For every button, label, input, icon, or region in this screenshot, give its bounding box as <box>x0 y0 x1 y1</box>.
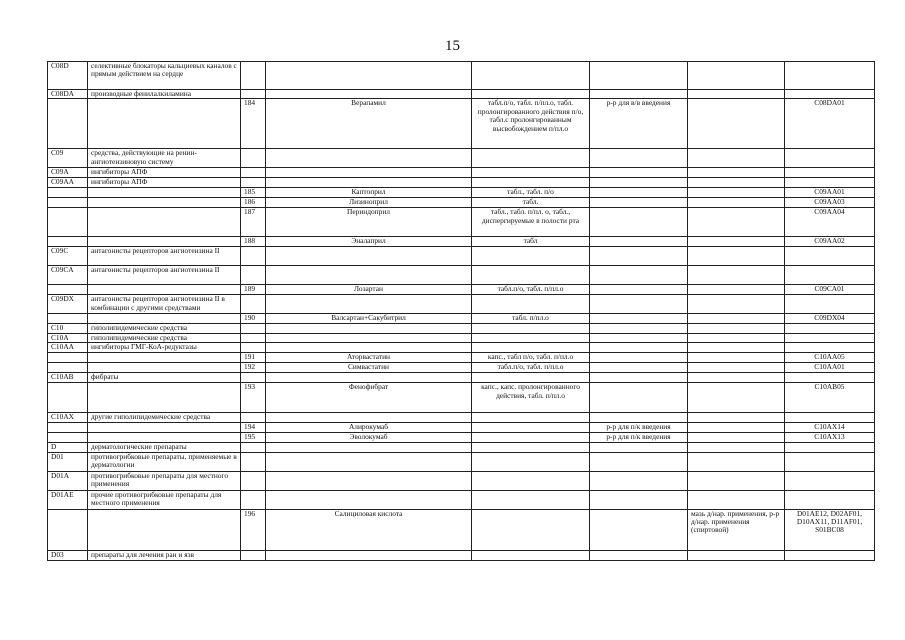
topical-form-cell <box>688 490 785 509</box>
drug-name-cell: Лизиноприл <box>266 198 472 208</box>
row-number-cell <box>241 266 266 285</box>
dosage-form-cell <box>472 295 590 314</box>
dosage-form-cell <box>472 443 590 452</box>
row-number-cell <box>241 471 266 490</box>
injection-form-cell <box>590 295 688 314</box>
table-row <box>48 452 875 471</box>
atc-group-name-cell <box>88 198 241 208</box>
atc-group-code-cell <box>48 285 88 295</box>
atc-group-code-cell: C10A <box>48 333 88 342</box>
atc-code-cell <box>785 413 875 423</box>
table-row <box>48 149 875 168</box>
table-row <box>48 99 875 149</box>
atc-code-cell: C10AX14 <box>785 423 875 433</box>
atc-group-code-cell: C09CA <box>48 266 88 285</box>
row-number-cell: 188 <box>241 237 266 247</box>
atc-group-code-cell <box>48 208 88 237</box>
dosage-form-cell: табл.п/о, табл. п/пл.о <box>472 285 590 295</box>
dosage-form-cell <box>472 509 590 550</box>
drug-name-cell <box>266 295 472 314</box>
atc-code-cell <box>785 168 875 178</box>
atc-group-code-cell <box>48 353 88 363</box>
atc-group-name-cell: противогрибковые препараты, применяемые в дерматологии <box>88 452 241 471</box>
dosage-form-cell <box>472 178 590 188</box>
atc-group-name-cell: селективные блокаторы кальциевых каналов с прямым действием на сердце <box>88 62 241 90</box>
atc-code-cell: C09AA03 <box>785 198 875 208</box>
atc-code-cell: C09AA04 <box>785 208 875 237</box>
table-row <box>48 433 875 443</box>
injection-form-cell <box>590 188 688 198</box>
atc-code-cell: C10AA01 <box>785 363 875 373</box>
dosage-form-cell: табл. п/пл.о <box>472 314 590 324</box>
drug-name-cell <box>266 333 472 342</box>
topical-form-cell <box>688 324 785 333</box>
atc-group-name-cell <box>88 285 241 295</box>
atc-group-code-cell <box>48 363 88 373</box>
topical-form-cell <box>688 343 785 353</box>
row-number-cell <box>241 452 266 471</box>
injection-form-cell: р-р для п/к введения <box>590 423 688 433</box>
atc-group-code-cell <box>48 198 88 208</box>
dosage-form-cell: табл.п/о, табл. п/пл.о, табл. пролонгированного действия п/о, табл.с пролонгированным высвобождением п/пл.о <box>472 99 590 149</box>
atc-group-code-cell: C08D <box>48 62 88 90</box>
row-number-cell <box>241 443 266 452</box>
atc-group-name-cell: другие гиполипидемические средства <box>88 413 241 423</box>
drug-name-cell <box>266 452 472 471</box>
drug-name-cell <box>266 149 472 168</box>
topical-form-cell <box>688 550 785 560</box>
injection-form-cell <box>590 178 688 188</box>
atc-group-name-cell: средства, действующие на ренин-ангиотензиновую систему <box>88 149 241 168</box>
dosage-form-cell: капс., капс. пролонгированного действия, табл. п/пл.о <box>472 383 590 413</box>
topical-form-cell <box>688 295 785 314</box>
atc-group-name-cell: антагонисты рецепторов ангиотензина II <box>88 266 241 285</box>
atc-group-code-cell: C10AX <box>48 413 88 423</box>
injection-form-cell <box>590 343 688 353</box>
table-row <box>48 266 875 285</box>
atc-code-cell <box>785 550 875 560</box>
atc-group-code-cell: D01AE <box>48 490 88 509</box>
table-row <box>48 373 875 383</box>
atc-code-cell <box>785 471 875 490</box>
row-number-cell: 189 <box>241 285 266 295</box>
atc-group-name-cell <box>88 99 241 149</box>
drug-name-cell <box>266 471 472 490</box>
atc-group-code-cell: C09 <box>48 149 88 168</box>
atc-code-cell <box>785 90 875 99</box>
row-number-cell: 184 <box>241 99 266 149</box>
drug-name-cell: Эналаприл <box>266 237 472 247</box>
row-number-cell <box>241 62 266 90</box>
topical-form-cell <box>688 373 785 383</box>
topical-form-cell <box>688 208 785 237</box>
dosage-form-cell <box>472 90 590 99</box>
drug-name-cell: Салициловая кислота <box>266 509 472 550</box>
row-number-cell <box>241 324 266 333</box>
row-number-cell <box>241 168 266 178</box>
injection-form-cell <box>590 413 688 423</box>
atc-code-cell: C10AX13 <box>785 433 875 443</box>
dosage-form-cell <box>472 247 590 266</box>
injection-form-cell <box>590 443 688 452</box>
atc-group-name-cell: ингибиторы АПФ <box>88 168 241 178</box>
atc-group-name-cell: гиполипидемические средства <box>88 324 241 333</box>
topical-form-cell: мазь д/нар. применения, р-р д/нар. применения (спиртовой) <box>688 509 785 550</box>
injection-form-cell <box>590 353 688 363</box>
topical-form-cell <box>688 99 785 149</box>
dosage-form-cell <box>472 471 590 490</box>
atc-group-code-cell: C10AB <box>48 373 88 383</box>
table-row <box>48 443 875 452</box>
atc-group-code-cell <box>48 314 88 324</box>
atc-group-name-cell: препараты для лечения ран и язв <box>88 550 241 560</box>
drug-name-cell <box>266 90 472 99</box>
topical-form-cell <box>688 247 785 266</box>
atc-code-cell: C09DX04 <box>785 314 875 324</box>
atc-code-cell <box>785 266 875 285</box>
topical-form-cell <box>688 471 785 490</box>
drug-name-cell <box>266 62 472 90</box>
table-row <box>48 343 875 353</box>
atc-code-cell <box>785 443 875 452</box>
topical-form-cell <box>688 149 785 168</box>
row-number-cell <box>241 149 266 168</box>
atc-group-code-cell <box>48 188 88 198</box>
table-row <box>48 237 875 247</box>
atc-group-name-cell <box>88 509 241 550</box>
atc-group-code-cell <box>48 509 88 550</box>
topical-form-cell <box>688 188 785 198</box>
atc-group-code-cell <box>48 433 88 443</box>
row-number-cell <box>241 90 266 99</box>
dosage-form-cell: капс., табл п/о, табл. п/пл.о <box>472 353 590 363</box>
topical-form-cell <box>688 62 785 90</box>
table-row <box>48 168 875 178</box>
atc-group-name-cell: ингибиторы ГМГ-КоА-редуктазы <box>88 343 241 353</box>
atc-code-cell <box>785 62 875 90</box>
drug-name-cell: Симвастатин <box>266 363 472 373</box>
table-row <box>48 333 875 342</box>
topical-form-cell <box>688 383 785 413</box>
atc-group-name-cell: прочие противогрибковые препараты для местного применения <box>88 490 241 509</box>
table-row <box>48 198 875 208</box>
topical-form-cell <box>688 333 785 342</box>
dosage-form-cell <box>472 343 590 353</box>
row-number-cell: 187 <box>241 208 266 237</box>
atc-code-cell: C10AB05 <box>785 383 875 413</box>
atc-code-cell <box>785 452 875 471</box>
drug-name-cell: Эволокумаб <box>266 433 472 443</box>
dosage-form-cell <box>472 550 590 560</box>
dosage-form-cell <box>472 149 590 168</box>
drug-name-cell: Верапамил <box>266 99 472 149</box>
atc-code-cell: C09CA01 <box>785 285 875 295</box>
atc-group-code-cell: D03 <box>48 550 88 560</box>
drug-name-cell: Каптоприл <box>266 188 472 198</box>
row-number-cell <box>241 295 266 314</box>
topical-form-cell <box>688 178 785 188</box>
dosage-form-cell: табл., табл. п/о <box>472 188 590 198</box>
topical-form-cell <box>688 237 785 247</box>
dosage-form-cell <box>472 433 590 443</box>
atc-group-name-cell <box>88 433 241 443</box>
drug-name-cell: Периндоприл <box>266 208 472 237</box>
dosage-form-cell: табл.п/о, табл. п/пл.о <box>472 363 590 373</box>
drug-name-cell <box>266 324 472 333</box>
injection-form-cell <box>590 208 688 237</box>
atc-group-name-cell: ингибиторы АПФ <box>88 178 241 188</box>
atc-group-name-cell <box>88 208 241 237</box>
row-number-cell: 195 <box>241 433 266 443</box>
drug-name-cell <box>266 443 472 452</box>
drug-name-cell: Аторвастатин <box>266 353 472 363</box>
drug-name-cell <box>266 413 472 423</box>
atc-group-code-cell: C09DX <box>48 295 88 314</box>
atc-group-name-cell <box>88 237 241 247</box>
topical-form-cell <box>688 198 785 208</box>
injection-form-cell <box>590 383 688 413</box>
topical-form-cell <box>688 353 785 363</box>
drug-name-cell <box>266 373 472 383</box>
table-row <box>48 490 875 509</box>
table-row <box>48 178 875 188</box>
table-row <box>48 188 875 198</box>
dosage-form-cell: табл., табл. п/пл. о, табл., диспергируемые в полости рта <box>472 208 590 237</box>
atc-group-code-cell: C08DA <box>48 90 88 99</box>
atc-group-code-cell: D01 <box>48 452 88 471</box>
topical-form-cell <box>688 168 785 178</box>
atc-code-cell: C09AA01 <box>785 188 875 198</box>
drug-name-cell <box>266 550 472 560</box>
injection-form-cell <box>590 285 688 295</box>
atc-group-name-cell <box>88 188 241 198</box>
table-row <box>48 363 875 373</box>
drug-name-cell: Лозартан <box>266 285 472 295</box>
topical-form-cell <box>688 423 785 433</box>
drug-name-cell: Алирокумаб <box>266 423 472 433</box>
dosage-form-cell: табл <box>472 237 590 247</box>
dosage-form-cell <box>472 266 590 285</box>
topical-form-cell <box>688 266 785 285</box>
injection-form-cell <box>590 266 688 285</box>
atc-group-code-cell: C09C <box>48 247 88 266</box>
atc-code-cell <box>785 178 875 188</box>
atc-code-cell <box>785 295 875 314</box>
injection-form-cell: р-р для в/в введения <box>590 99 688 149</box>
injection-form-cell <box>590 90 688 99</box>
atc-group-code-cell: C10AA <box>48 343 88 353</box>
row-number-cell <box>241 178 266 188</box>
injection-form-cell <box>590 509 688 550</box>
topical-form-cell <box>688 433 785 443</box>
page-number: 15 <box>445 38 460 54</box>
atc-code-cell: C08DA01 <box>785 99 875 149</box>
injection-form-cell <box>590 324 688 333</box>
atc-code-cell: D01AE12, D02AF01, D10AX11, D11AF01, S01BC08 <box>785 509 875 550</box>
atc-code-cell <box>785 324 875 333</box>
dosage-form-cell <box>472 490 590 509</box>
row-number-cell <box>241 373 266 383</box>
row-number-cell: 190 <box>241 314 266 324</box>
topical-form-cell <box>688 413 785 423</box>
atc-group-name-cell: противогрибковые препараты для местного применения <box>88 471 241 490</box>
drug-name-cell: Фенофибрат <box>266 383 472 413</box>
atc-group-code-cell: C09AA <box>48 178 88 188</box>
atc-group-code-cell: C10 <box>48 324 88 333</box>
table-row <box>48 353 875 363</box>
atc-group-name-cell <box>88 383 241 413</box>
atc-group-name-cell: производные фенилалкиламина <box>88 90 241 99</box>
table-row <box>48 62 875 90</box>
atc-group-name-cell <box>88 363 241 373</box>
row-number-cell: 191 <box>241 353 266 363</box>
row-number-cell: 192 <box>241 363 266 373</box>
atc-group-name-cell: фибраты <box>88 373 241 383</box>
atc-group-name-cell: антагонисты рецепторов ангиотензина II в комбинации с другими средствами <box>88 295 241 314</box>
row-number-cell <box>241 247 266 266</box>
atc-group-name-cell <box>88 423 241 433</box>
table-row <box>48 509 875 550</box>
atc-code-cell <box>785 333 875 342</box>
injection-form-cell <box>590 62 688 90</box>
injection-form-cell <box>590 452 688 471</box>
atc-group-code-cell <box>48 383 88 413</box>
atc-code-cell <box>785 490 875 509</box>
drug-name-cell <box>266 343 472 353</box>
atc-group-code-cell <box>48 237 88 247</box>
dosage-form-cell <box>472 452 590 471</box>
table-row <box>48 90 875 99</box>
atc-group-code-cell: C09A <box>48 168 88 178</box>
table-row <box>48 413 875 423</box>
row-number-cell: 196 <box>241 509 266 550</box>
dosage-form-cell <box>472 324 590 333</box>
table-row <box>48 383 875 413</box>
drug-name-cell <box>266 490 472 509</box>
atc-group-name-cell <box>88 353 241 363</box>
row-number-cell: 185 <box>241 188 266 198</box>
row-number-cell <box>241 343 266 353</box>
table-row <box>48 285 875 295</box>
atc-group-name-cell <box>88 314 241 324</box>
row-number-cell <box>241 413 266 423</box>
atc-group-code-cell: D <box>48 443 88 452</box>
table-row <box>48 423 875 433</box>
injection-form-cell <box>590 247 688 266</box>
atc-code-cell: C09AA02 <box>785 237 875 247</box>
dosage-form-cell <box>472 423 590 433</box>
injection-form-cell <box>590 149 688 168</box>
topical-form-cell <box>688 363 785 373</box>
injection-form-cell <box>590 363 688 373</box>
drug-name-cell <box>266 247 472 266</box>
table-row <box>48 208 875 237</box>
drug-name-cell: Валсартан+Сакубитрил <box>266 314 472 324</box>
table-row <box>48 314 875 324</box>
injection-form-cell <box>590 237 688 247</box>
injection-form-cell <box>590 490 688 509</box>
table-row <box>48 550 875 560</box>
topical-form-cell <box>688 314 785 324</box>
row-number-cell: 186 <box>241 198 266 208</box>
injection-form-cell <box>590 373 688 383</box>
dosage-form-cell <box>472 413 590 423</box>
atc-code-cell <box>785 149 875 168</box>
atc-code-cell <box>785 247 875 266</box>
injection-form-cell <box>590 471 688 490</box>
injection-form-cell <box>590 314 688 324</box>
injection-form-cell <box>590 168 688 178</box>
atc-code-cell: C10AA05 <box>785 353 875 363</box>
atc-group-code-cell <box>48 423 88 433</box>
atc-group-code-cell <box>48 99 88 149</box>
atc-group-name-cell: антагонисты рецепторов ангиотензина II <box>88 247 241 266</box>
table-row <box>48 471 875 490</box>
topical-form-cell <box>688 452 785 471</box>
injection-form-cell: р-р для п/к введения <box>590 433 688 443</box>
dosage-form-cell <box>472 333 590 342</box>
atc-group-code-cell: D01A <box>48 471 88 490</box>
row-number-cell <box>241 333 266 342</box>
row-number-cell: 194 <box>241 423 266 433</box>
dosage-form-cell: табл. <box>472 198 590 208</box>
drug-name-cell <box>266 178 472 188</box>
topical-form-cell <box>688 285 785 295</box>
atc-code-cell <box>785 373 875 383</box>
atc-group-name-cell: гиполипидемические средства <box>88 333 241 342</box>
injection-form-cell <box>590 550 688 560</box>
dosage-form-cell <box>472 168 590 178</box>
drug-name-cell <box>266 266 472 285</box>
row-number-cell: 193 <box>241 383 266 413</box>
injection-form-cell <box>590 333 688 342</box>
drug-register-table <box>47 61 875 561</box>
atc-code-cell <box>785 343 875 353</box>
table-row <box>48 247 875 266</box>
drug-name-cell <box>266 168 472 178</box>
dosage-form-cell <box>472 62 590 90</box>
dosage-form-cell <box>472 373 590 383</box>
table-row <box>48 295 875 314</box>
topical-form-cell <box>688 90 785 99</box>
injection-form-cell <box>590 198 688 208</box>
atc-group-name-cell: дерматологические препараты <box>88 443 241 452</box>
topical-form-cell <box>688 443 785 452</box>
row-number-cell <box>241 490 266 509</box>
table-row <box>48 324 875 333</box>
row-number-cell <box>241 550 266 560</box>
